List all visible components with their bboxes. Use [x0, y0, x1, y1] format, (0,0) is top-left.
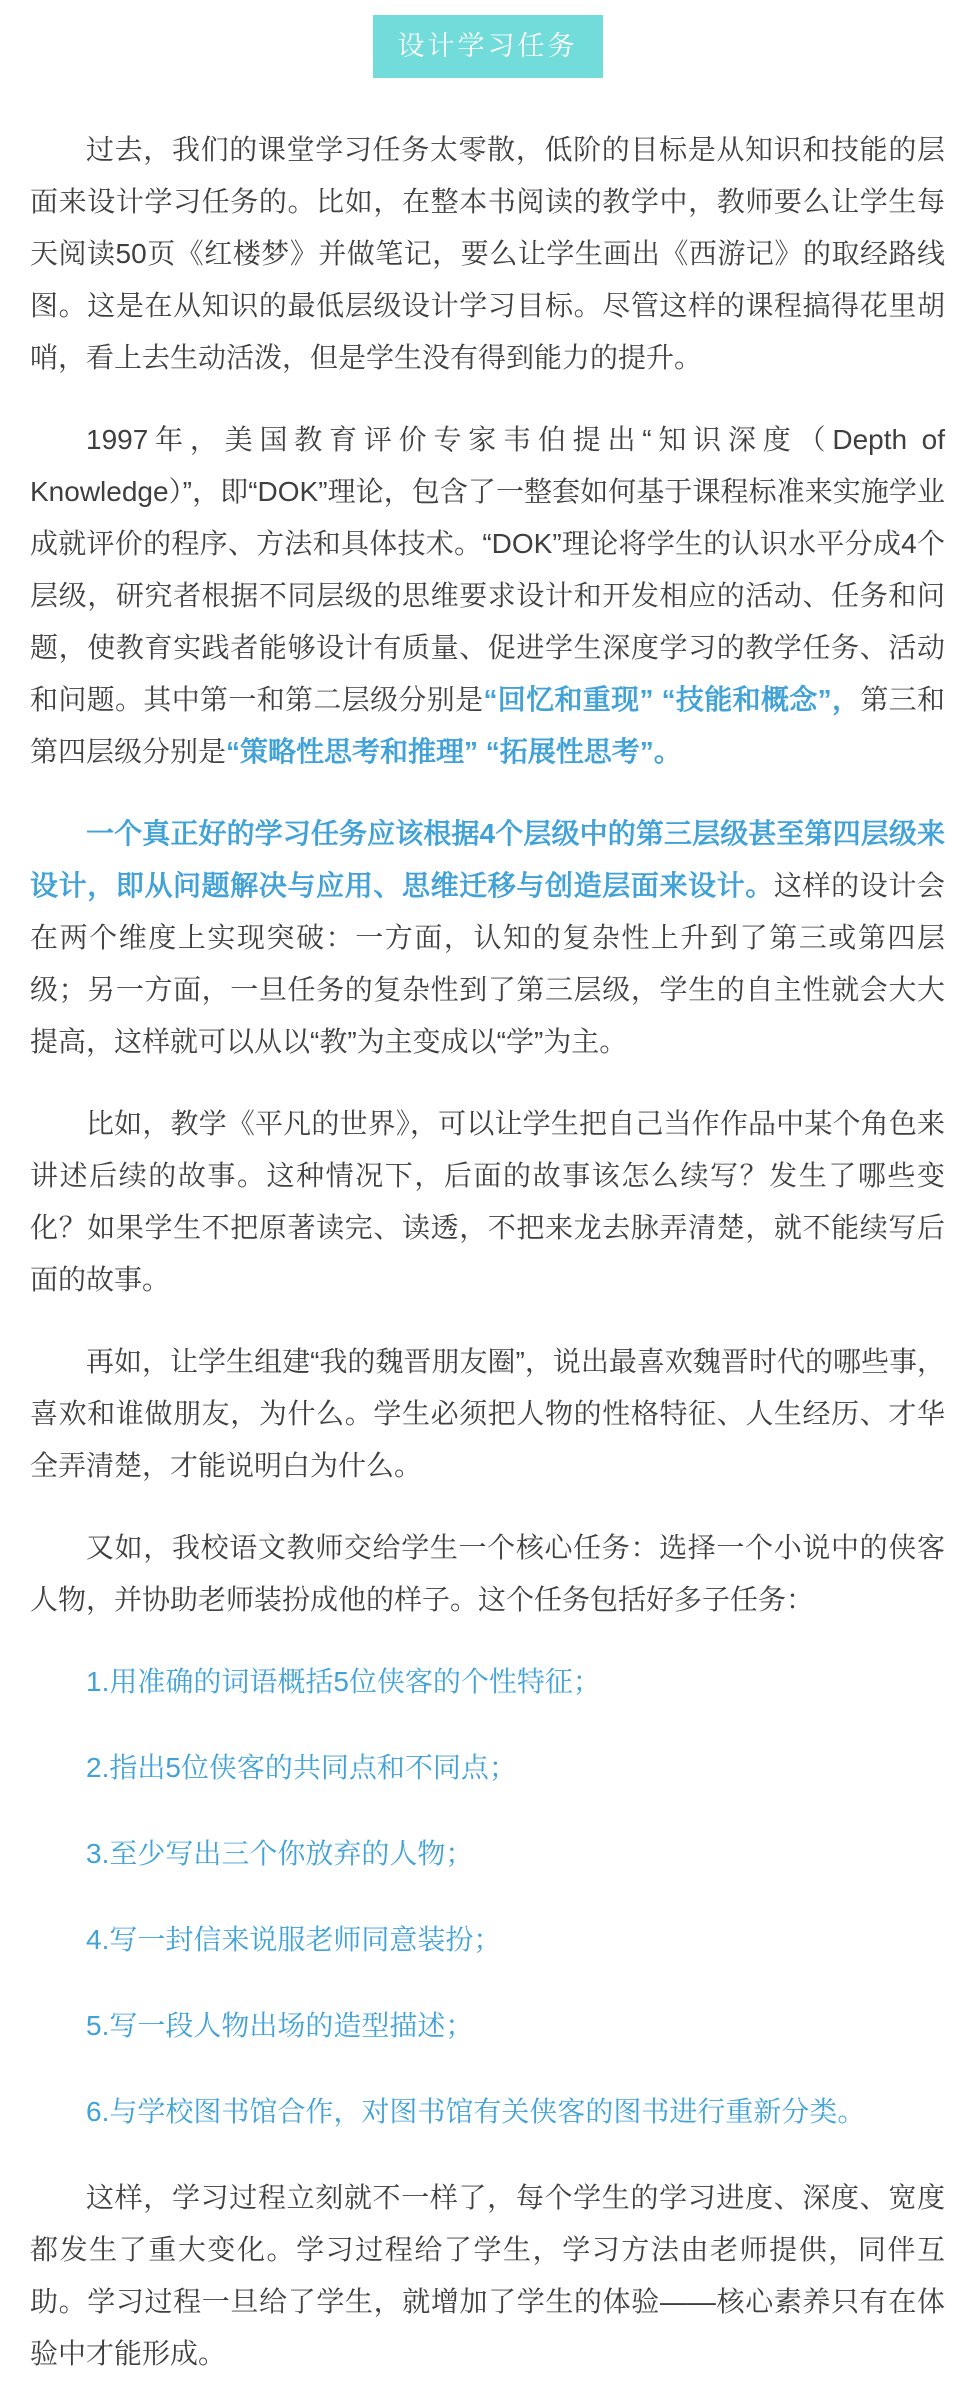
task-item-4: 4.写一封信来说服老师同意装扮； — [86, 1924, 502, 1955]
text-run: 第三和第四层级分别是 — [30, 684, 945, 767]
text-run: 过去，我们的课堂学习任务太零散，低阶的目标是从知识和技能的层面来设计学习任务的。比如，在整本书阅读的教学中，教师要么让学生每天阅读50页《红楼梦》并做笔记，要么让学生画出《西游记》的取经路线图。这是在从知识的最低层级设计学习目标。尽管这样的课程搞得花里胡哨，看上去生动活泼，但是学生没有得到能力的提升。 — [30, 134, 945, 373]
emphasis-run: “回忆和重现” “技能和概念”， — [483, 684, 861, 715]
article-body — [30, 124, 945, 2380]
text-run: 比如，教学《平凡的世界》，可以让学生把自己当作作品中某个角色来讲述后续的故事。这种情况下，后面的故事该怎么续写？发生了哪些变化？如果学生不把原著读完、读透，不把来龙去脉弄清楚，就不能续写后面的故事。 — [30, 1108, 945, 1295]
emphasis-run: “策略性思考和推理” “拓展性思考”。 — [226, 736, 682, 767]
task-item-1: 1.用准确的词语概括5位侠客的个性特征； — [86, 1666, 601, 1697]
text-run: 这样，学习过程立刻就不一样了，每个学生的学习进度、深度、宽度都发生了重大变化。学习过程给了学生，学习方法由老师提供，同伴互助。学习过程一旦给了学生，就增加了学生的体验——核心素养只有在体验中才能形成。 — [30, 2182, 945, 2369]
paragraph-3 — [30, 808, 945, 1068]
paragraph-2 — [30, 414, 945, 778]
paragraph-1 — [30, 124, 945, 384]
task-item-2: 2.指出5位侠客的共同点和不同点； — [86, 1752, 517, 1783]
task-item-5: 5.写一段人物出场的造型描述； — [86, 2010, 474, 2041]
section-title-badge: 设计学习任务 — [373, 15, 603, 78]
paragraph-closing — [30, 2172, 945, 2380]
paragraph-4 — [30, 1098, 945, 1306]
task-item-6: 6.与学校图书馆合作，对图书馆有关侠客的图书进行重新分类。 — [86, 2096, 866, 2127]
paragraph-5 — [30, 1336, 945, 1492]
text-run: 再如，让学生组建“我的魏晋朋友圈”，说出最喜欢魏晋时代的哪些事，喜欢和谁做朋友，为什么。学生必须把人物的性格特征、人生经历、才华全弄清楚，才能说明白为什么。 — [30, 1346, 945, 1481]
paragraph-6 — [30, 1522, 945, 1626]
text-run: 又如，我校语文教师交给学生一个核心任务：选择一个小说中的侠客人物，并协助老师装扮成他的样子。这个任务包括好多子任务： — [30, 1532, 945, 1615]
emphasis-run: 一个真正好的学习任务应该根据4个层级中的第三层级甚至第四层级来设计，即从问题解决与应用、思维迁移与创造层面来设计。 — [30, 818, 945, 901]
badge-container — [30, 15, 945, 78]
text-run: 1997年，美国教育评价专家韦伯提出“知识深度（Depth of Knowledge）”，即“DOK”理论，包含了一整套如何基于课程标准来实施学业成就评价的程序、方法和具体技术。“DOK”理论将学生的认识水平分成4个层级，研究者根据不同层级的思维要求设计和开发相应的活动、任务和问题，使教育实践者能够设计有质量、促进学生深度学习的教学任务、活动和问题。其中第一和第二层级分别是 — [30, 424, 945, 715]
text-run: 这样的设计会在两个维度上实现突破：一方面，认知的复杂性上升到了第三或第四层级；另一方面，一旦任务的复杂性到了第三层级，学生的自主性就会大大提高，这样就可以从以“教”为主变成以“学”为主。 — [30, 870, 945, 1057]
task-item-3: 3.至少写出三个你放弃的人物； — [86, 1838, 474, 1869]
